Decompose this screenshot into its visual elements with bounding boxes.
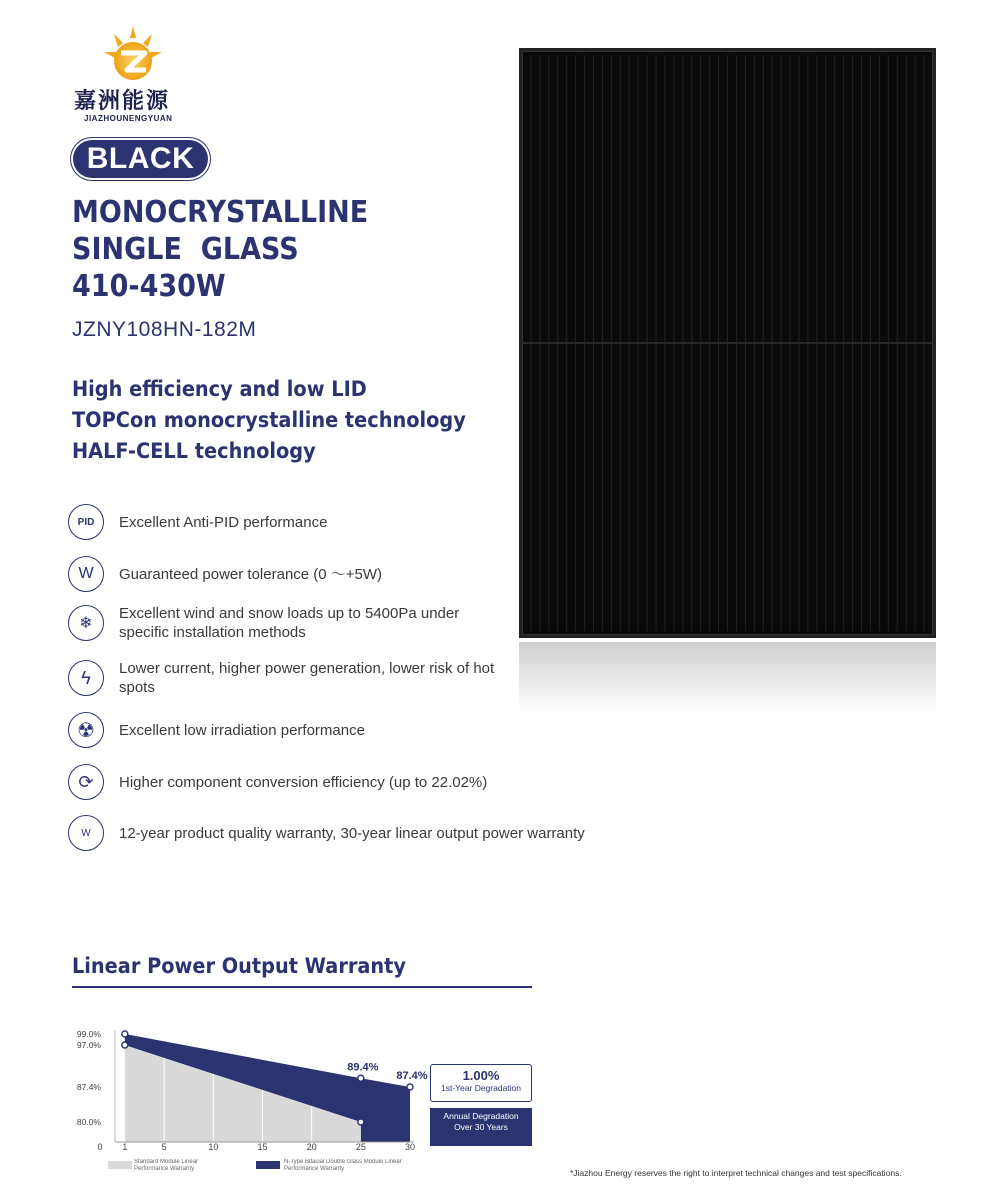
panel-reflection [519,642,936,712]
y-tick-label: 80.0% [76,1117,101,1127]
solar-panel-image [519,48,936,638]
point-label: 89.4% [347,1061,379,1074]
x-tick-label: 0 [97,1142,103,1152]
spec-text: Higher component conversion efficiency (up to 22.02%) [119,773,488,791]
power-tolerance-icon: W [68,556,104,592]
conversion-icon: ⟳ [68,764,104,800]
spec-text: Guaranteed power tolerance (0 ～+5W) [119,565,383,583]
standard-data-point [358,1119,364,1125]
warranty-chart-title: Linear Power Output Warranty [72,954,407,978]
feature-list [72,374,466,467]
x-tick-label: 25 [355,1142,366,1152]
x-tick-label: 20 [306,1142,317,1152]
spec-item [68,712,668,748]
lightning-icon: ϟ [68,660,104,696]
x-tick-label: 30 [404,1142,416,1152]
sun-logo-icon [102,24,164,86]
annual-degradation-box [430,1108,532,1146]
title-line-3: 410-430W [72,269,226,304]
model-number: JZNY108HN-182M [72,318,257,341]
feature-item: High efficiency and low LID [72,377,367,401]
legend-text-ntype: N-Type Bifacial Double Glass Module Linear Performance Warranty [284,1159,402,1172]
spec-item [68,764,668,800]
legend-text-standard: Standard Module Linear Performance Warranty [134,1159,199,1172]
standard-data-point [122,1042,128,1048]
spec-text: Lower current, higher power generation, lower risk of hot spots [119,660,495,696]
y-tick-label: 97.0% [76,1040,101,1050]
legend-label-ntype [284,1159,424,1183]
product-title [72,194,368,305]
spec-text: Excellent wind and snow loads up to 5400Pa under specific installation methods [119,605,460,641]
ntype-data-point [358,1075,364,1081]
x-tick-label: 5 [161,1142,167,1152]
y-tick-label: 87.4% [76,1082,101,1092]
feature-item: TOPCon monocrystalline technology [72,408,466,432]
color-badge: BLACK [73,140,208,178]
annual-label-line2: Over 30 Years [454,1122,508,1132]
spec-text: Excellent low irradiation performance [119,721,365,739]
ntype-data-point [122,1031,128,1037]
title-underline [72,986,532,988]
disclaimer: *Jiazhou Energy reserves the right to interpret technical changes and test specifications. [570,1168,902,1178]
x-tick-label: 1 [122,1142,128,1152]
legend-swatch-standard [108,1161,132,1169]
y-tick-label: 99.0% [76,1029,101,1039]
spec-text: Excellent Anti-PID performance [119,513,328,531]
legend-label-standard [134,1159,234,1183]
panel-cell-grid [522,51,933,635]
wind-snow-icon: ❄ [68,605,104,641]
annual-label-line1: Annual Degradation [443,1111,519,1121]
legend-swatch-ntype [256,1161,280,1169]
spec-text: 12-year product quality warranty, 30-year linear output power warranty [119,824,585,842]
x-tick-label: 15 [257,1142,268,1152]
title-line-2: SINGLE GLASS [72,232,299,267]
feature-item: HALF-CELL technology [72,439,316,463]
irradiation-icon: ☢ [68,712,104,748]
brand-name-en: JIAZHOUNENGYUAN [84,114,173,123]
warranty-shield-icon: W [68,815,104,851]
pid-icon: PID [68,504,104,540]
first-year-value: 1.00% [462,1068,500,1083]
x-tick-label: 10 [208,1142,219,1152]
title-line-1: MONOCRYSTALLINE [72,195,369,230]
point-label: 87.4% [396,1070,428,1082]
first-year-degradation-box [430,1064,532,1102]
brand-name-cn: 嘉洲能源 [74,89,171,114]
first-year-label: 1st-Year Degradation [440,1083,521,1093]
warranty-chart [70,1020,550,1185]
spec-item [68,815,668,851]
ntype-data-point [407,1084,413,1090]
